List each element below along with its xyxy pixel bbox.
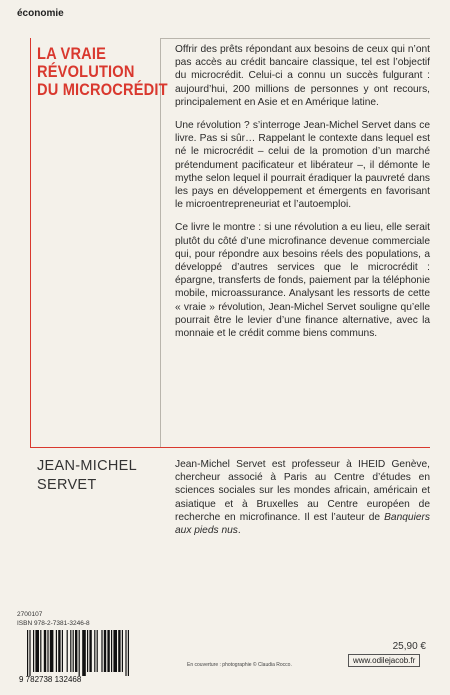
barcode-bar (89, 630, 91, 672)
price: 25,90 € (392, 641, 426, 652)
red-vertical-rule (30, 38, 31, 448)
barcode-bar (50, 630, 54, 672)
cover-credit: En couverture : photographie © Claudia Rocco. (187, 662, 292, 668)
isbn: ISBN 978-2-7381-3246-8 (17, 620, 90, 627)
barcode-bar (73, 630, 74, 672)
collection-label: économie (17, 8, 64, 19)
barcode-bar (33, 630, 34, 672)
barcode-bar (82, 630, 86, 676)
barcode (17, 630, 147, 684)
barcode-bar (118, 630, 120, 672)
barcode-bar (104, 630, 106, 672)
barcode-bar (29, 630, 30, 676)
publisher-website[interactable]: www.odilejacob.fr (348, 654, 420, 667)
product-codes (17, 610, 90, 628)
barcode-digits: 9 782738 132468 (19, 675, 82, 684)
barcode-bar (87, 630, 88, 672)
barcode-bar (35, 630, 39, 672)
barcode-bar (40, 630, 41, 672)
barcode-bar (47, 630, 48, 672)
product-code: 2700107 (17, 611, 43, 618)
title-line-1: LA VRAIE (37, 44, 107, 63)
bio-text: Jean-Michel Servet est professeur à IHEID Genève, chercheur associé à Paris au Centre d’études en sciences sociales sur les mondes africain, américain et asiatique et à Bruxelles au Centre européen de recherche en microfinance. Il est l’auteur de (175, 459, 430, 523)
title-line-3: DU MICROCRÉDIT (37, 80, 168, 99)
barcode-bar (111, 630, 112, 672)
blurb-paragraph-1: Offrir des prêts répondant aux besoins de ceux qui n’ont pas accès au crédit bancaire classique, tel est l’objectif du microcrédit. Celui-ci a connu un succès fulgurant : aujourd’hui, 200 millions de personnes y ont recours, principalement en Asie et en Amérique latine. (175, 44, 430, 108)
author-name (37, 457, 137, 495)
barcode-bar (97, 630, 98, 672)
blurb-paragraph-2: Une révolution ? s’interroge Jean-Michel Servet dans ce livre. Pas si sûr… Rappelant le contexte dans lequel est né le microcrédit – celui de la promotion d’un marché prétendument pacificateur et libérateur –, il démonte le mythe selon lequel il pourrait éradiquer la pauvreté dans les pays en développement et émergents en favorisant le microentrepreneuriat et l’autoemploi. (175, 120, 430, 211)
barcode-bar (79, 630, 80, 676)
barcode-bar (107, 630, 109, 672)
grey-vertical-rule (160, 38, 161, 448)
barcode-bar (94, 630, 95, 672)
barcode-bar (58, 630, 60, 672)
blurb (175, 43, 430, 350)
barcode-bar (101, 630, 102, 672)
barcode-bar (128, 630, 129, 676)
barcode-bar (67, 630, 68, 672)
barcode-bar (125, 630, 126, 676)
red-horizontal-rule (30, 447, 430, 448)
barcode-bar (113, 630, 117, 672)
author-bio (175, 458, 430, 537)
barcode-bar (56, 630, 57, 672)
barcode-bar (70, 630, 71, 672)
barcode-bar (122, 630, 123, 672)
title-line-2: RÉVOLUTION (37, 62, 135, 81)
blurb-paragraph-3: Ce livre le montre : si une révolution a eu lieu, elle serait plutôt du côté d’une microfinance devenue commerciale qui, pour répondre aux besoins réels des populations, a développé d’autres services que le microcrédit : épargne, transferts de fonds, paiement par la téléphonie mobile, microassurance. Analysant les ressorts de cette « vraie » révolution, Jean-Michel Servet souligne qu’elle pourrait être le levier d’une finance alternative, avec la monnaie et le crédit comme biens communs. (175, 222, 430, 340)
author-line-1: JEAN-MICHEL (37, 458, 137, 474)
barcode-bar (75, 630, 77, 672)
bio-book-title: Banquiers aux pieds nus (175, 511, 430, 537)
barcode-bars (17, 630, 147, 684)
bio-end: . (237, 525, 241, 537)
barcode-bar (62, 630, 63, 672)
barcode-bar (27, 630, 28, 676)
barcode-bar (44, 630, 46, 672)
author-line-2: SERVET (37, 477, 97, 493)
grey-top-rule (160, 38, 430, 39)
book-title (37, 45, 166, 99)
